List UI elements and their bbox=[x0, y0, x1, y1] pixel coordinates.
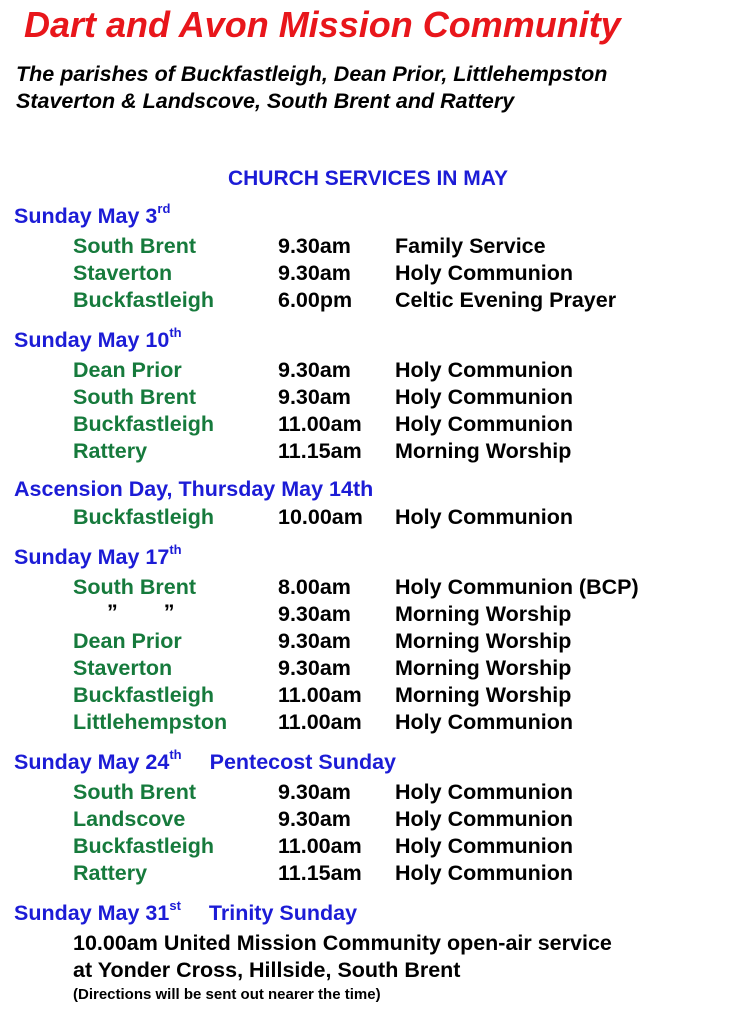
service-time: 9.30am bbox=[278, 629, 351, 653]
service-time: 9.30am bbox=[278, 358, 351, 382]
service-type: Holy Communion bbox=[395, 780, 573, 804]
final-service-line-2: at Yonder Cross, Hillside, South Brent bbox=[73, 958, 461, 982]
service-place: Rattery bbox=[73, 439, 148, 463]
service-time: 11.00am bbox=[278, 683, 362, 707]
feast-name: Trinity Sunday bbox=[208, 901, 358, 926]
day-heading: Sunday May 31st Trinity Sunday bbox=[14, 898, 358, 926]
page-title: Dart and Avon Mission Community bbox=[24, 4, 621, 45]
day-heading: Sunday May 3rd bbox=[14, 201, 171, 229]
service-type: Morning Worship bbox=[395, 629, 572, 653]
service-place: Dean Prior bbox=[73, 358, 182, 382]
service-time: 9.30am bbox=[278, 656, 351, 680]
feast-name: Pentecost Sunday bbox=[209, 750, 397, 775]
day-heading: Sunday May 10th bbox=[14, 325, 182, 353]
service-time: 9.30am bbox=[278, 234, 351, 258]
day-heading: Ascension Day, Thursday May 14th bbox=[14, 477, 374, 501]
services-heading: CHURCH SERVICES IN MAY bbox=[227, 167, 509, 190]
service-type: Holy Communion bbox=[395, 834, 573, 858]
service-place: Landscove bbox=[73, 807, 186, 831]
service-type: Holy Communion bbox=[395, 710, 573, 734]
service-place: South Brent bbox=[73, 575, 197, 599]
day-heading: Sunday May 24th Pentecost Sunday bbox=[14, 747, 397, 775]
service-place: Rattery bbox=[73, 861, 148, 885]
service-place: Staverton bbox=[73, 656, 173, 680]
service-type: Morning Worship bbox=[395, 683, 572, 707]
service-time: 9.30am bbox=[278, 385, 351, 409]
service-time: 11.15am bbox=[278, 861, 362, 885]
service-place: Buckfastleigh bbox=[73, 412, 214, 436]
service-place: Buckfastleigh bbox=[73, 834, 214, 858]
ditto-marks: ” ” bbox=[107, 600, 175, 624]
service-place: South Brent bbox=[73, 780, 197, 804]
service-type: Morning Worship bbox=[395, 439, 572, 463]
service-time: 9.30am bbox=[278, 602, 351, 626]
service-type: Family Service bbox=[395, 234, 546, 258]
service-type: Holy Communion bbox=[395, 412, 573, 436]
service-time: 11.15am bbox=[278, 439, 362, 463]
service-place: Dean Prior bbox=[73, 629, 182, 653]
service-type: Holy Communion bbox=[395, 807, 573, 831]
service-time: 9.30am bbox=[278, 261, 351, 285]
service-place: South Brent bbox=[73, 234, 197, 258]
service-time: 6.00pm bbox=[278, 288, 353, 312]
service-type: Morning Worship bbox=[395, 602, 572, 626]
day-heading: Sunday May 17th bbox=[14, 542, 182, 570]
service-place: Buckfastleigh bbox=[73, 505, 214, 529]
service-type: Holy Communion bbox=[395, 385, 573, 409]
service-place: South Brent bbox=[73, 385, 197, 409]
service-type: Holy Communion bbox=[395, 261, 573, 285]
service-type: Holy Communion (BCP) bbox=[395, 575, 639, 599]
service-time: 11.00am bbox=[278, 834, 362, 858]
service-place: Buckfastleigh bbox=[73, 288, 214, 312]
service-type: Holy Communion bbox=[395, 358, 573, 382]
service-time: 8.00am bbox=[278, 575, 351, 599]
service-place: Staverton bbox=[73, 261, 173, 285]
service-time: 9.30am bbox=[278, 807, 351, 831]
subtitle-line-2: Staverton & Landscove, South Brent and Rattery bbox=[16, 89, 515, 113]
service-type: Morning Worship bbox=[395, 656, 572, 680]
service-time: 10.00am bbox=[278, 505, 363, 529]
service-place: Buckfastleigh bbox=[73, 683, 214, 707]
service-place: Littlehempston bbox=[73, 710, 228, 734]
service-time: 9.30am bbox=[278, 780, 351, 804]
service-time: 11.00am bbox=[278, 710, 362, 734]
service-time: 11.00am bbox=[278, 412, 362, 436]
subtitle-line-1: The parishes of Buckfastleigh, Dean Prior, Littlehempston bbox=[16, 62, 608, 86]
directions-note: (Directions will be sent out nearer the time) bbox=[73, 986, 381, 1003]
final-service-line-1: 10.00am United Mission Community open-air service bbox=[73, 931, 612, 955]
service-type: Holy Communion bbox=[395, 861, 573, 885]
service-type: Holy Communion bbox=[395, 505, 573, 529]
service-type: Celtic Evening Prayer bbox=[395, 288, 617, 312]
